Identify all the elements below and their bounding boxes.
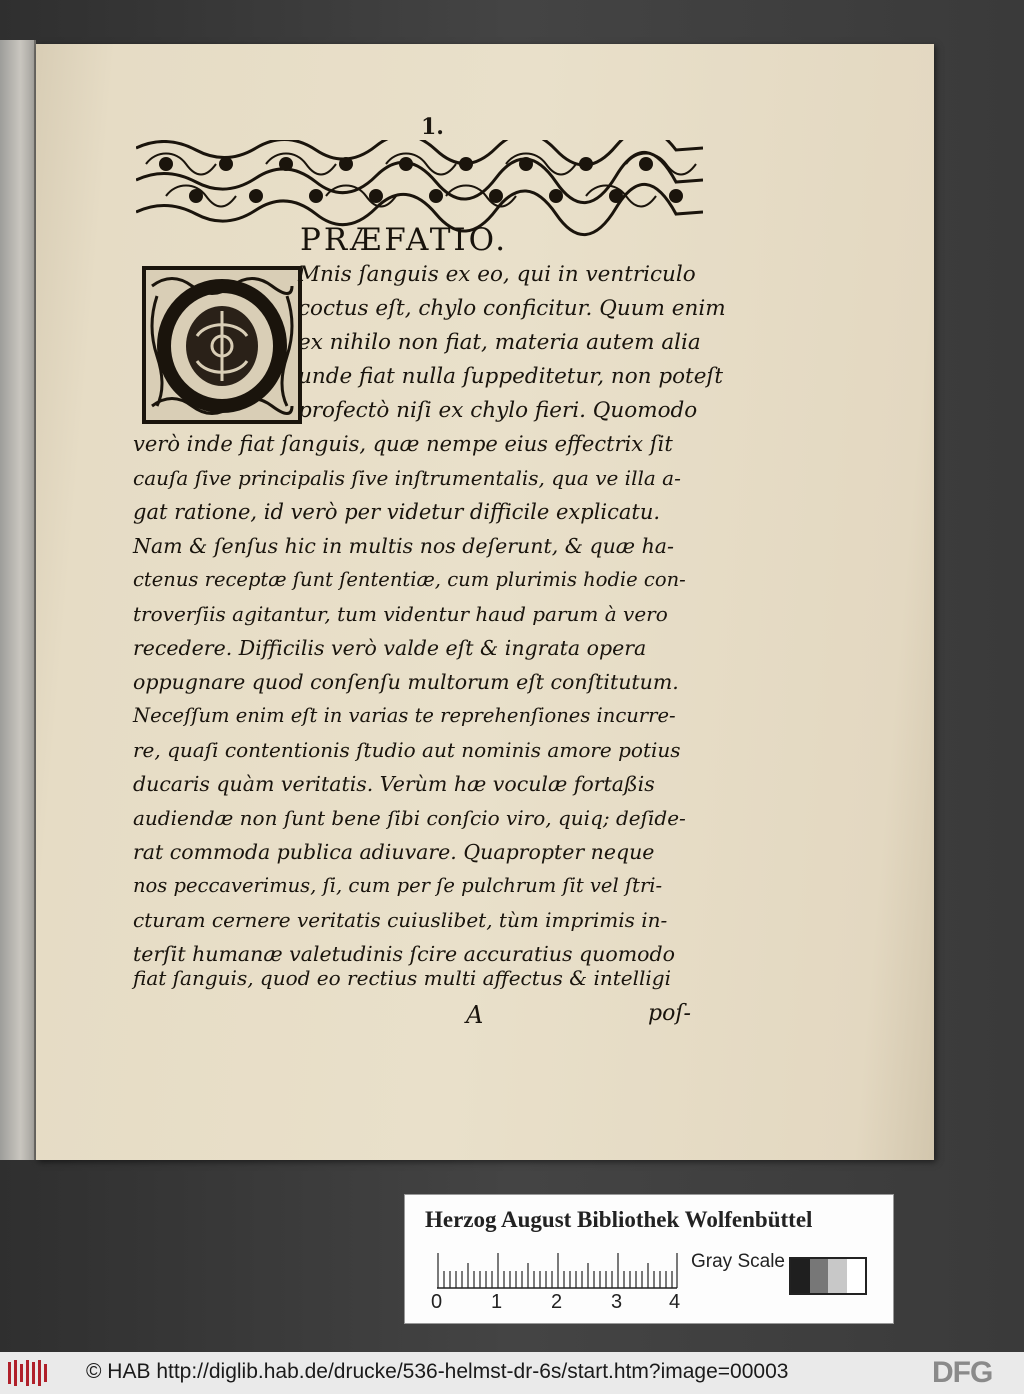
ruler-label: 2 (551, 1291, 563, 1313)
text-line: Neceſſum enim eſt in varias te reprehenſiones incurre- (133, 704, 676, 727)
text-line: fiat ſanguis, quod eo rectius multi affectus & intelligi (133, 966, 671, 990)
footer-url[interactable]: © HAB http://diglib.hab.de/drucke/536-helmst-dr-6s/start.htm?image=00003 (86, 1360, 789, 1383)
text-line: nos peccaverimus, ſi, cum per ſe pulchrum ſit vel ſtri- (133, 874, 663, 897)
ruler-label: 4 (669, 1291, 681, 1313)
decorated-initial-O (142, 266, 302, 424)
ruler-label: 3 (611, 1291, 623, 1313)
text-line: profectò niſi ex chylo fieri. Quomodo (298, 398, 698, 423)
gray-scale-swatches (789, 1257, 867, 1295)
text-line: ducaris quàm veritatis. Verùm hæ voculæ fortaßis (133, 772, 655, 796)
text-line: cauſa ſive principalis ſive inſtrumentalis, qua ve illa a- (133, 466, 681, 490)
signature-mark: A (466, 1001, 484, 1029)
text-line: cturam cernere veritatis cuiuslibet, tùm imprimis in- (133, 908, 668, 932)
book-page (36, 44, 934, 1160)
page-number: 1. (421, 114, 444, 140)
gray-swatch (828, 1259, 847, 1293)
catchword: poſ- (648, 1001, 691, 1026)
text-line: ctenus receptæ ſunt ſententiæ, cum plurimis hodie con- (133, 568, 686, 591)
color-reference-card (404, 1194, 894, 1324)
dfg-logo: DFG (932, 1356, 993, 1389)
text-line: ex nihilo non fiat, materia autem alia (298, 330, 701, 355)
ruler (437, 1253, 687, 1289)
footer-bar (0, 1352, 1024, 1394)
left-page-edge (0, 40, 36, 1160)
page-title: PRÆFATIO. (300, 222, 509, 258)
text-line: terſit humanæ valetudinis ſcire accuratius quomodo (133, 942, 675, 966)
gray-swatch (791, 1259, 810, 1293)
hab-logo-icon (8, 1360, 48, 1386)
text-line: coctus eſt, chylo conficitur. Quum enim (298, 296, 726, 321)
gray-swatch (810, 1259, 829, 1293)
text-line: troverſiis agitantur, tum videntur haud parum à vero (133, 602, 668, 626)
text-line: Nam & ſenſus hic in multis nos deſerunt, & quæ ha- (133, 534, 674, 558)
ruler-label: 0 (431, 1291, 443, 1313)
text-line: rat commoda publica adiuvare. Quapropter neque (133, 840, 655, 864)
text-line: verò inde fiat ſanguis, quæ nempe eius effectrix ſit (133, 432, 673, 456)
gray-scale-label: Gray Scale (691, 1251, 785, 1272)
library-name: Herzog August Bibliothek Wolfenbüttel (425, 1207, 813, 1232)
text-line: unde fiat nulla ſuppeditetur, non poteſt (298, 364, 724, 389)
gray-swatch (847, 1259, 866, 1293)
text-line: oppugnare quod conſenſu multorum eſt conſtitutum. (133, 670, 679, 694)
text-line: recedere. Difficilis verò valde eſt & ingrata opera (133, 636, 647, 660)
text-line: gat ratione, id verò per videtur difficile explicatu. (133, 500, 661, 524)
text-line: re, quaſi contentionis ſtudio aut nominis amore potius (133, 738, 681, 762)
ruler-label: 1 (491, 1291, 503, 1313)
text-line: audiendæ non ſunt bene ſibi conſcio viro, quiq; deſide- (133, 806, 686, 830)
ruler-labels (431, 1291, 691, 1313)
text-line: Mnis ſanguis ex eo, qui in ventriculo (298, 262, 696, 287)
